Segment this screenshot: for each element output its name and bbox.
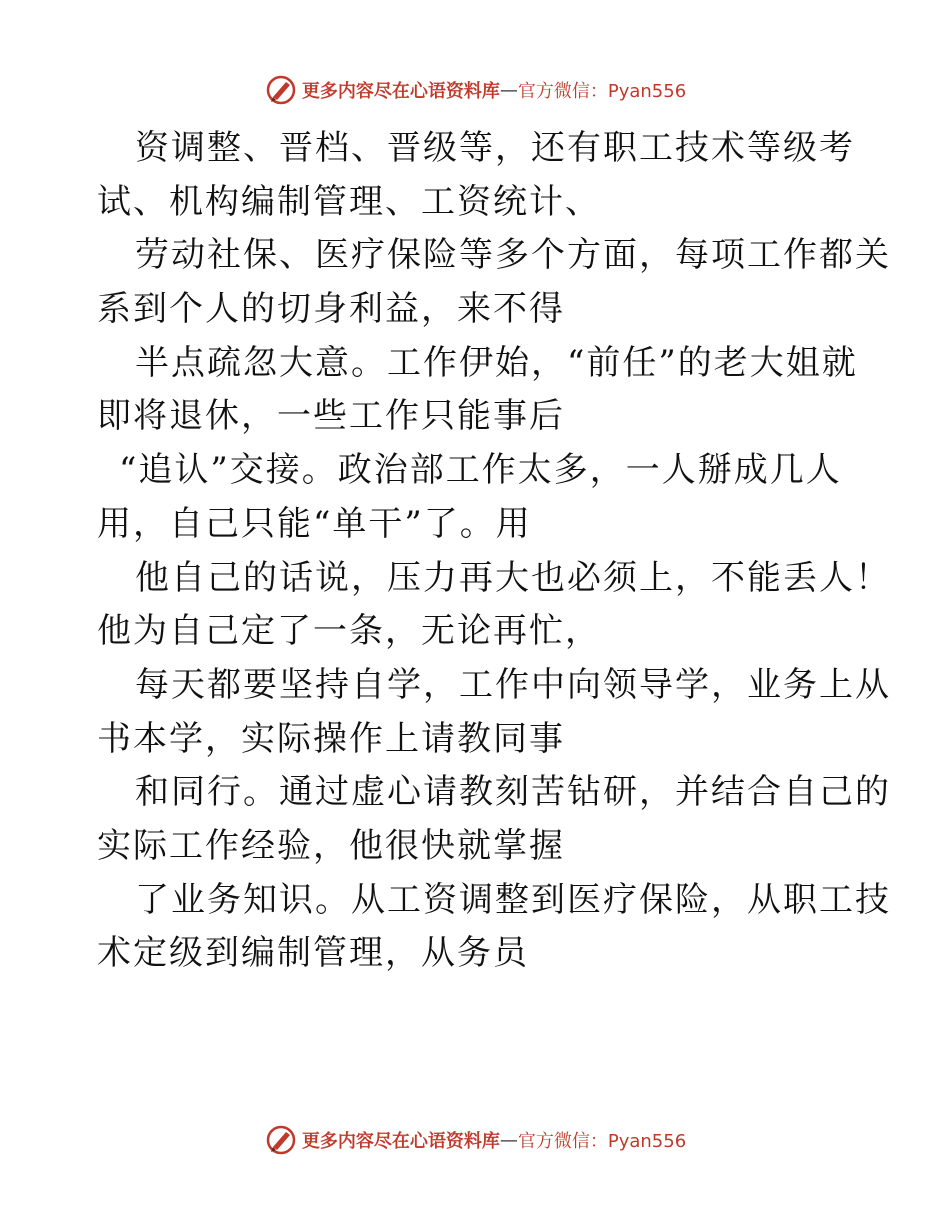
body-line: “追认”交接。政治部工作太多，一人掰成几人 — [119, 450, 842, 491]
body-line: 资调整、晋档、晋级等，还有职工技术等级考 — [135, 128, 855, 168]
banner-separator: — — [499, 1129, 518, 1151]
body-line: 他自己的话说，压力再大也必须上，不能丢人！ — [135, 557, 891, 598]
banner-separator: — — [499, 79, 518, 101]
body-line: 他为自己定了一条，无论再忙， — [97, 611, 601, 652]
body-line: 用，自己只能“单干”了。用 — [97, 503, 532, 544]
banner-title: 更多内容尽在心语资料库 — [301, 1131, 500, 1152]
body-line: 半点疏忽大意。工作伊始，“前任”的老大姐就 — [135, 342, 858, 383]
pen-logo-icon — [264, 73, 298, 107]
footer-banner — [0, 1122, 950, 1158]
body-line: 和同行。通过虚心请教刻苦钻研，并结合自己的 — [135, 772, 891, 813]
banner-title: 更多内容尽在心语资料库 — [301, 81, 500, 102]
body-line: 了业务知识。从工资调整到医疗保险，从职工技 — [135, 879, 891, 920]
body-line: 即将退休，一些工作只能事后 — [97, 396, 565, 437]
banner-wechat: 官方微信：Pyan556 — [517, 1131, 687, 1152]
body-line: 试、机构编制管理、工资统计、 — [97, 181, 601, 222]
header-banner — [0, 72, 950, 108]
pen-logo-icon — [264, 1123, 298, 1157]
body-line: 每天都要坚持自学，工作中向领导学，业务上从 — [135, 664, 891, 705]
document-body — [97, 122, 891, 981]
body-line: 术定级到编制管理，从务员 — [97, 933, 529, 974]
body-line: 实际工作经验，他很快就掌握 — [97, 825, 565, 866]
body-line: 系到个人的切身利益，来不得 — [97, 289, 565, 330]
body-line: 书本学，实际操作上请教同事 — [97, 718, 565, 759]
body-line: 劳动社保、医疗保险等多个方面，每项工作都关 — [135, 235, 891, 276]
banner-wechat: 官方微信：Pyan556 — [517, 81, 687, 102]
